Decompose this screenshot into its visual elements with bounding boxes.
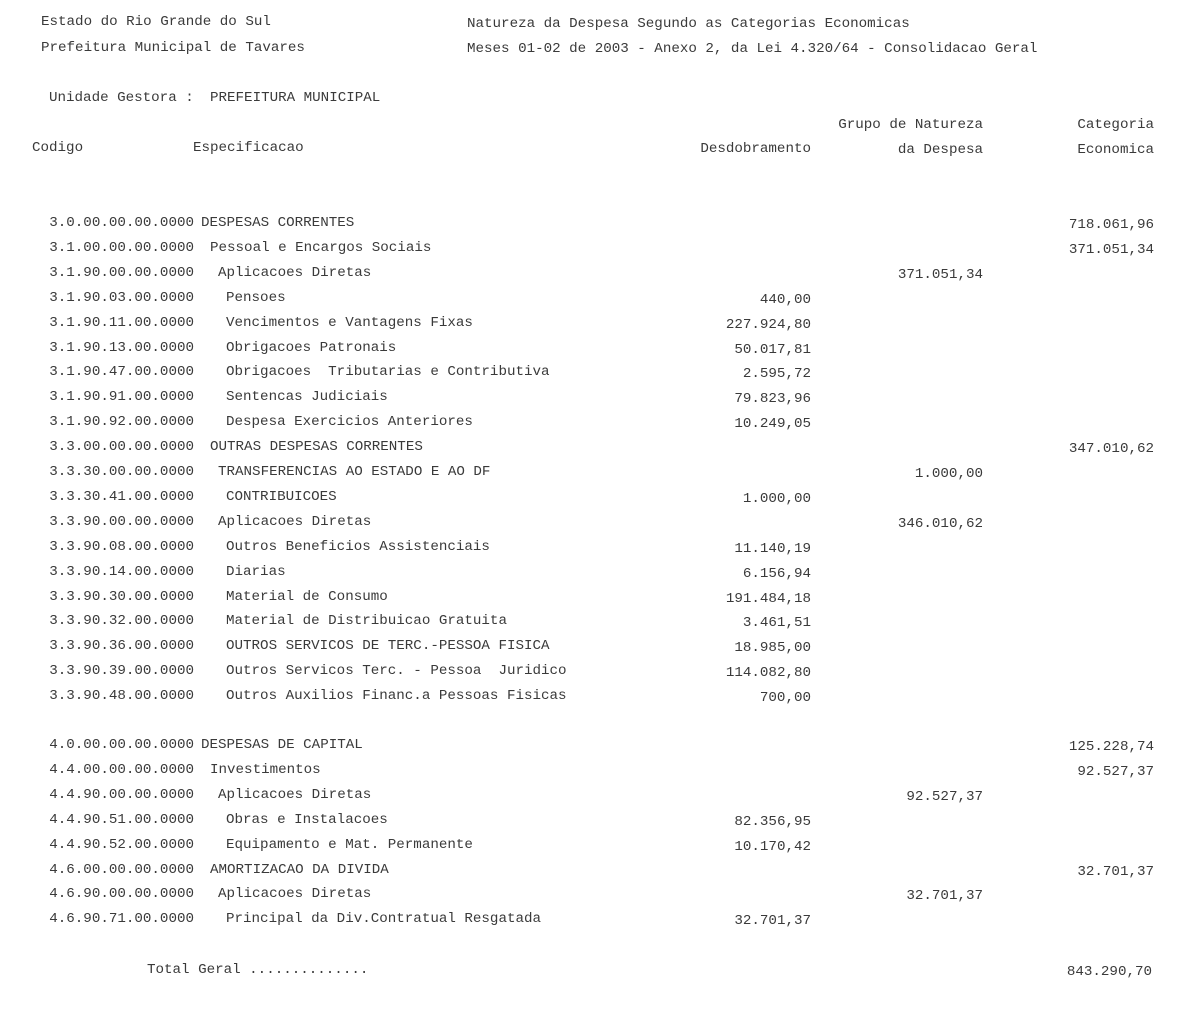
row-description: TRANSFERENCIAS AO ESTADO E AO DF (218, 464, 491, 480)
row-code: 3.3.30.41.00.0000 (49, 488, 194, 505)
row-description: Vencimentos e Vantagens Fixas (226, 314, 473, 331)
table-row (0, 564, 1204, 580)
row-description: Equipamento e Mat. Permanente (226, 836, 473, 853)
row-desdobramento: 227.924,80 (725, 316, 811, 333)
column-header-grupo-line1: Grupo de Natureza (838, 117, 983, 133)
row-categoria-economica: 347.010,62 (1068, 441, 1154, 458)
row-code: 3.1.90.11.00.0000 (49, 314, 194, 331)
row-grupo-natureza: 92.527,37 (906, 788, 983, 805)
row-description: OUTROS SERVICOS DE TERC.-PESSOA FISICA (226, 638, 550, 655)
row-description: Obras e Instalacoes (226, 811, 388, 828)
column-header-codigo: Codigo (32, 140, 84, 156)
table-row (0, 787, 1204, 803)
row-grupo-natureza: 346.010,62 (897, 515, 983, 532)
row-description: DESPESAS CORRENTES (201, 215, 355, 231)
row-categoria-economica: 32.701,37 (1077, 863, 1154, 880)
row-grupo-natureza: 371.051,34 (897, 266, 983, 283)
row-code: 4.4.90.52.00.0000 (49, 836, 194, 853)
table-row (0, 812, 1204, 828)
row-desdobramento: 79.823,96 (734, 391, 811, 408)
row-desdobramento: 10.249,05 (734, 416, 811, 433)
total-label: Total Geral .............. (147, 962, 369, 978)
row-description: Outros Servicos Terc. - Pessoa Juridico (226, 663, 567, 680)
row-code: 3.3.00.00.00.0000 (49, 439, 194, 456)
row-description: Principal da Div.Contratual Resgatada (226, 911, 542, 928)
row-code: 4.4.00.00.00.0000 (49, 761, 194, 778)
row-code: 3.3.90.00.00.0000 (49, 513, 194, 530)
column-header-desdobramento: Desdobramento (700, 141, 811, 157)
row-description: Despesa Exercicios Anteriores (226, 414, 473, 431)
row-description: Investimentos (210, 761, 321, 778)
table-row (0, 290, 1204, 306)
row-code: 3.3.90.14.00.0000 (49, 563, 194, 580)
table-row (0, 688, 1204, 707)
table-row (0, 837, 1204, 853)
row-description: Obrigacoes Patronais (226, 339, 397, 356)
row-desdobramento: 6.156,94 (742, 565, 811, 582)
table-row (0, 911, 1204, 930)
row-categoria-economica: 718.061,96 (1068, 217, 1154, 233)
table-row (0, 886, 1204, 905)
row-description: Aplicacoes Diretas (218, 886, 372, 903)
table-row (0, 514, 1204, 530)
row-code: 3.1.90.92.00.0000 (49, 414, 194, 431)
row-code: 4.0.00.00.00.0000 (49, 737, 194, 753)
row-desdobramento: 10.170,42 (734, 838, 811, 855)
row-description: Diarias (226, 563, 286, 580)
row-code: 3.3.90.08.00.0000 (49, 538, 194, 555)
table-row (0, 315, 1204, 331)
row-grupo-natureza: 32.701,37 (906, 888, 983, 905)
table-row (0, 638, 1204, 657)
row-desdobramento: 1.000,00 (742, 490, 811, 507)
table-row (0, 539, 1204, 555)
table-row (0, 589, 1204, 605)
row-description: Pessoal e Encargos Sociais (210, 239, 432, 256)
row-desdobramento: 191.484,18 (725, 590, 811, 607)
row-code: 3.3.90.32.00.0000 (49, 613, 194, 630)
row-code: 3.1.90.03.00.0000 (49, 289, 194, 306)
row-desdobramento: 440,00 (759, 291, 811, 308)
row-description: Pensoes (226, 289, 286, 306)
row-desdobramento: 18.985,00 (734, 640, 811, 657)
row-categoria-economica: 371.051,34 (1068, 241, 1154, 258)
table-row (0, 464, 1204, 480)
row-code: 3.1.90.91.00.0000 (49, 389, 194, 406)
table-row (0, 762, 1204, 778)
table-row (0, 340, 1204, 356)
row-code: 3.3.30.00.00.0000 (49, 464, 194, 480)
row-code: 3.1.90.00.00.0000 (49, 264, 194, 281)
row-code: 4.6.90.71.00.0000 (49, 911, 194, 928)
row-code: 3.1.90.13.00.0000 (49, 339, 194, 356)
city-hall-name: Prefeitura Municipal de Tavares (41, 40, 305, 56)
row-description: Aplicacoes Diretas (218, 513, 372, 530)
unit-value: PREFEITURA MUNICIPAL (210, 90, 381, 106)
table-row (0, 663, 1204, 682)
table-row (0, 265, 1204, 281)
row-description: Material de Distribuicao Gratuita (226, 613, 507, 630)
row-desdobramento: 3.461,51 (742, 615, 811, 632)
row-code: 3.0.00.00.00.0000 (49, 215, 194, 231)
table-row (0, 613, 1204, 632)
row-description: Obrigacoes Tributarias e Contributiva (226, 364, 550, 381)
total-value: 843.290,70 (1066, 964, 1152, 980)
row-description: Material de Consumo (226, 588, 388, 605)
row-description: Outros Auxilios Financ.a Pessoas Fisicas (226, 688, 567, 705)
row-description: Aplicacoes Diretas (218, 264, 372, 281)
row-categoria-economica: 125.228,74 (1068, 739, 1154, 755)
table-row (0, 389, 1204, 408)
row-code: 3.1.90.47.00.0000 (49, 364, 194, 381)
row-description: Sentencas Judiciais (226, 389, 388, 406)
row-description: Outros Beneficios Assistenciais (226, 538, 490, 555)
column-header-grupo-line2: da Despesa (897, 142, 983, 158)
row-code: 3.3.90.48.00.0000 (49, 688, 194, 705)
row-grupo-natureza: 1.000,00 (914, 466, 983, 482)
row-desdobramento: 50.017,81 (734, 341, 811, 358)
column-header-especificacao: Especificacao (193, 140, 304, 156)
row-desdobramento: 11.140,19 (734, 540, 811, 557)
row-categoria-economica: 92.527,37 (1077, 763, 1154, 780)
state-name: Estado do Rio Grande do Sul (41, 14, 271, 30)
row-desdobramento: 114.082,80 (725, 665, 811, 682)
report-subtitle: Meses 01-02 de 2003 - Anexo 2, da Lei 4.320/64 - Consolidacao Geral (467, 41, 1038, 57)
table-row (0, 240, 1204, 256)
row-code: 3.3.90.39.00.0000 (49, 663, 194, 680)
row-code: 4.4.90.51.00.0000 (49, 811, 194, 828)
table-row (0, 737, 1204, 753)
report-title: Natureza da Despesa Segundo as Categorias Economicas (467, 16, 910, 32)
row-description: DESPESAS DE CAPITAL (201, 737, 363, 753)
table-row (0, 215, 1204, 231)
table-row (0, 364, 1204, 383)
row-description: OUTRAS DESPESAS CORRENTES (210, 439, 423, 456)
table-row (0, 862, 1204, 878)
table-row (0, 489, 1204, 505)
row-description: Aplicacoes Diretas (218, 786, 372, 803)
unit-label: Unidade Gestora : (49, 90, 194, 106)
column-header-categoria-line1: Categoria (1077, 117, 1154, 133)
row-code: 4.6.00.00.00.0000 (49, 861, 194, 878)
row-code: 3.3.90.36.00.0000 (49, 638, 194, 655)
row-code: 4.4.90.00.00.0000 (49, 786, 194, 803)
row-desdobramento: 82.356,95 (734, 813, 811, 830)
table-row (0, 414, 1204, 433)
row-description: AMORTIZACAO DA DIVIDA (210, 861, 389, 878)
row-desdobramento: 2.595,72 (742, 366, 811, 383)
row-desdobramento: 700,00 (759, 690, 811, 707)
column-header-categoria-line2: Economica (1077, 142, 1154, 158)
row-code: 4.6.90.00.00.0000 (49, 886, 194, 903)
table-row (0, 439, 1204, 458)
row-desdobramento: 32.701,37 (734, 913, 811, 930)
row-code: 3.1.00.00.00.0000 (49, 239, 194, 256)
row-description: CONTRIBUICOES (226, 488, 337, 505)
row-code: 3.3.90.30.00.0000 (49, 588, 194, 605)
